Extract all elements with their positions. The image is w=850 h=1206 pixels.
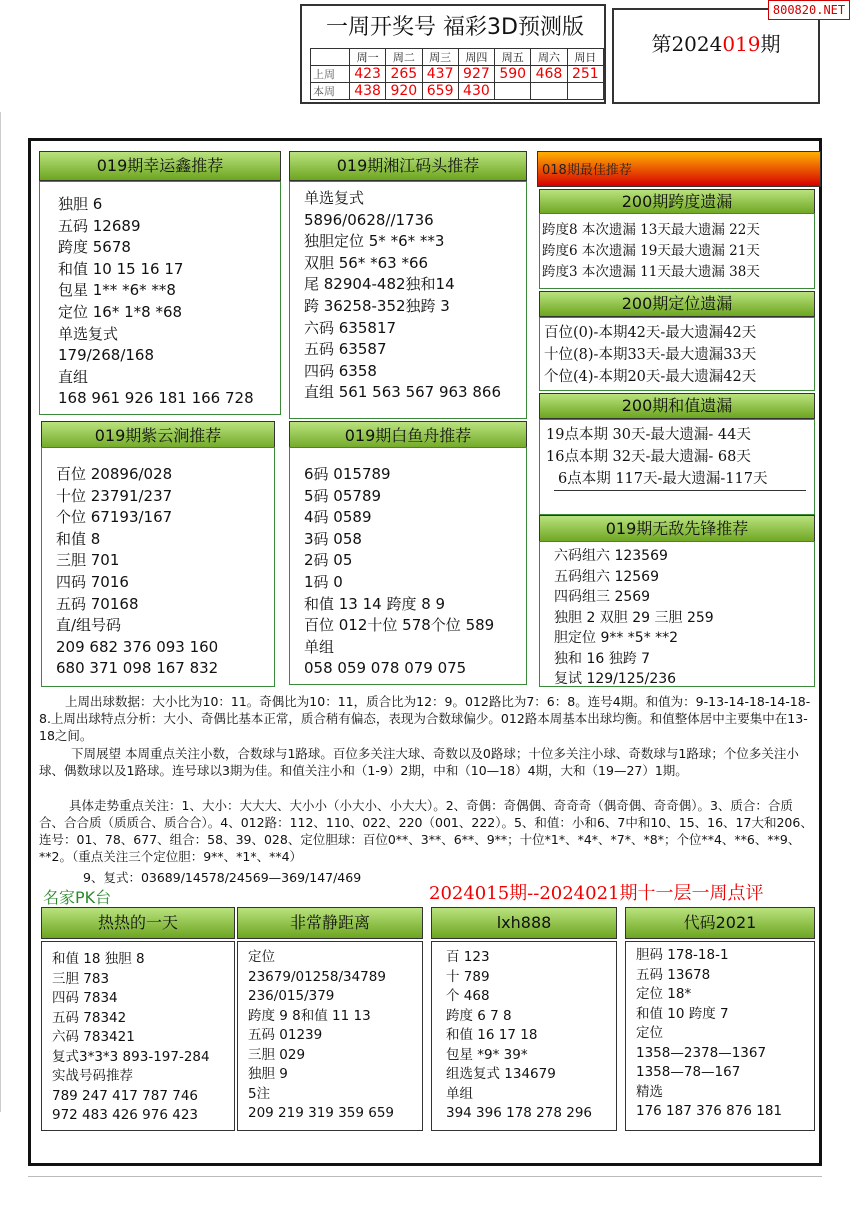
pk-banner: 2024015期--2024021期十一层一周点评: [429, 883, 764, 904]
draw-number: [495, 83, 531, 100]
site-badge[interactable]: 800820.NET: [768, 0, 850, 20]
span-lines: 跨度8 本次遗漏 13天最大遗漏 22天 跨度6 本次遗漏 19天最大遗漏 21天 跨度3 本次遗漏 11天最大遗漏 38天: [542, 222, 760, 280]
draw-number: 468: [531, 66, 567, 83]
section-body-col1b: [41, 447, 275, 687]
draw-number: 437: [422, 66, 458, 83]
page-title: 一周开奖号 福彩3D预测版: [326, 15, 584, 40]
section-title: 019期幸运鑫推荐: [39, 151, 281, 181]
section-title: 019期紫云涧推荐: [41, 421, 275, 451]
footer-divider: [28, 1176, 822, 1177]
pk-col-lines: 百 123 十 789 个 468 跨度 6 7 8 和值 16 17 18 包星 *9* 39* 组选复式 134679 单组 394 396 178 278 296: [446, 949, 593, 1121]
weekly-draw-table: [310, 48, 604, 100]
weekly-draw-box: [300, 4, 606, 104]
pk-col-body: [237, 941, 423, 1131]
draw-number: 265: [386, 66, 422, 83]
divider: [554, 490, 806, 491]
draw-number: [531, 83, 567, 100]
analysis-paragraph-2: 下周展望 本周重点关注小数，合数球与1路球。百位多关注大球、奇数以及0路球；十位多关注小球、奇数球与1路球；个位多关注小球、偶数球以及1路球。连号球以3期为佳。和值关注小和（1-9）2期，中和（10—18）4期，大和（19—27）1期。: [39, 746, 799, 778]
col2b-lines: 6码 015789 5码 05789 4码 0589 3码 058 2码 05 1码 0 和值 13 14 跨度 8 9 百位 012十位 578个位 589 单组 058 059 078 079 075: [304, 465, 495, 678]
pk-col-body: [431, 941, 617, 1131]
draw-number: 423: [349, 66, 385, 83]
wudi-body: [539, 541, 815, 687]
pk-col-lines: 定位 23679/01258/34789 236/015/379 跨度 9 8和值 11 13 五码 01239 三胆 029 独胆 9 5注 209 219 319 359 659: [248, 949, 395, 1121]
pos-missing-body: [539, 317, 815, 391]
draw-number: 927: [458, 66, 494, 83]
pk-col-lines: 胆码 178-18-1 五码 13678 定位 18* 和值 10 跨度 7 定位 1358—2378—1367 1358—78—167 精选 176 187 376 876 181: [636, 947, 783, 1119]
pk-col-body: [625, 941, 815, 1131]
this-week-label: 本周: [311, 83, 350, 100]
analysis-paragraph-3: 具体走势重点关注：1、大小：大大大、大小小（小大小、小大大）。2、奇偶：奇偶偶、奇奇奇（偶奇偶、奇奇偶）。3、质合：合质合、合合质（质质合、质合合）。4、012路：112、110、022、220（001、222）。5、和值：小和6、7中和10、15、16、17大和206、连号：01、78、677、组合：58、39、028、定位胆球：百位0**、3**、6**、9**；十位*1*、*4*、*7*、*8*；个位**4、**6、**9、**2。（重点关注三个定位胆：9**、*1*、**4）: [39, 798, 813, 864]
col1a-lines: 独胆 6 五码 12689 跨度 5678 和值 10 15 16 17 包星 1** *6* **8 定位 16* 1*8 *68 单选复式 179/268/168 直组 168 961 926 181 166 728: [58, 195, 254, 408]
section-title: 200期和值遗漏: [539, 393, 815, 419]
pk-col-title: 热热的一天: [41, 907, 235, 939]
draw-number: [567, 83, 603, 100]
section-title: 200期跨度遗漏: [539, 189, 815, 215]
pk-col-title: 非常静距离: [237, 907, 423, 939]
day-header: 周一: [349, 49, 385, 66]
day-header: 周三: [422, 49, 458, 66]
pk-col-body: [41, 941, 235, 1131]
draw-number: 438: [349, 83, 385, 100]
pk-col-lines: 和值 18 独胆 8 三胆 783 四码 7834 五码 78342 六码 783421 复式3*3*3 893-197-284 实战号码推荐 789 247 417 787 746 972 483 426 976 423: [52, 951, 210, 1123]
left-edge-line: [0, 112, 4, 1112]
section-body-col2a: [289, 181, 527, 419]
wudi-lines: 六码组六 123569 五码组六 12569 四码组三 2569 独胆 2 双胆 29 三胆 259 胆定位 9** *5* **2 独和 16 独跨 7 复试 129/125/236: [554, 548, 714, 687]
issue-label: 第2024019期: [651, 32, 781, 56]
main-panel: [28, 138, 822, 1166]
draw-number: 590: [495, 66, 531, 83]
day-header: 周四: [458, 49, 494, 66]
day-header: 周六: [531, 49, 567, 66]
section-title: 019期无敌先锋推荐: [539, 515, 815, 543]
day-header: 周日: [567, 49, 603, 66]
pk-col-title: lxh888: [431, 907, 617, 939]
pos-lines: 百位(0)-本期42天-最大遗漏42天 十位(8)-本期33天-最大遗漏33天 个位(4)-本期20天-最大遗漏42天: [544, 325, 757, 385]
section-title: 019期湘江码头推荐: [289, 151, 527, 181]
analysis-fushi: 9、复式：03689/14578/24569—369/147/469: [83, 870, 362, 885]
issue-box: [612, 8, 820, 104]
section-body-col1a: [39, 181, 281, 415]
analysis-paragraph-1: 上周出球数据：大小比为10：11。奇偶比为10：11，质合比为12：9。012路比为7：6：8。连号4期。和值为：9-13-14-18-14-18-8.上周出球特点分析：大小、奇偶比基本正常，质合稍有偏态，表现为合数球偏少。012路本周基本出球均衡。和值整体居中主要集中在13-18之间。: [39, 694, 811, 743]
day-header: 周五: [495, 49, 531, 66]
section-body-col2b: [289, 447, 527, 685]
draw-number: 251: [567, 66, 603, 83]
draw-number: 920: [386, 83, 422, 100]
pk-col-title: 代码2021: [625, 907, 815, 939]
sum-lines: 19点本期 30天-最大遗漏- 44天 16点本期 32天-最大遗漏- 68天 6点本期 117天-最大遗漏-117天: [546, 427, 768, 487]
draw-number: 430: [458, 83, 494, 100]
section-title: 019期白鱼舟推荐: [289, 421, 527, 451]
col2a-lines: 单选复式 5896/0628//1736 独胆定位 5* *6* **3 双胆 56* *63 *66 尾 82904-482独和14 跨 36258-352独跨 3 六码 635817 五码 63587 四码 6358 直组 561 563 567 963 866: [304, 189, 501, 402]
best-recommend-title: 018期最佳推荐: [537, 151, 821, 187]
section-title: 200期定位遗漏: [539, 291, 815, 317]
day-header: 周二: [386, 49, 422, 66]
pk-title: 名家PK台: [43, 888, 112, 907]
col1b-lines: 百位 20896/028 十位 23791/237 个位 67193/167 和值 8 三胆 701 四码 7016 五码 70168 直/组号码 209 682 376 093 160 680 371 098 167 832: [56, 465, 219, 678]
draw-number: 659: [422, 83, 458, 100]
last-week-label: 上周: [311, 66, 350, 83]
issue-number: 019: [722, 32, 761, 56]
span-missing-body: [539, 213, 815, 289]
sum-missing-body: [539, 419, 815, 515]
